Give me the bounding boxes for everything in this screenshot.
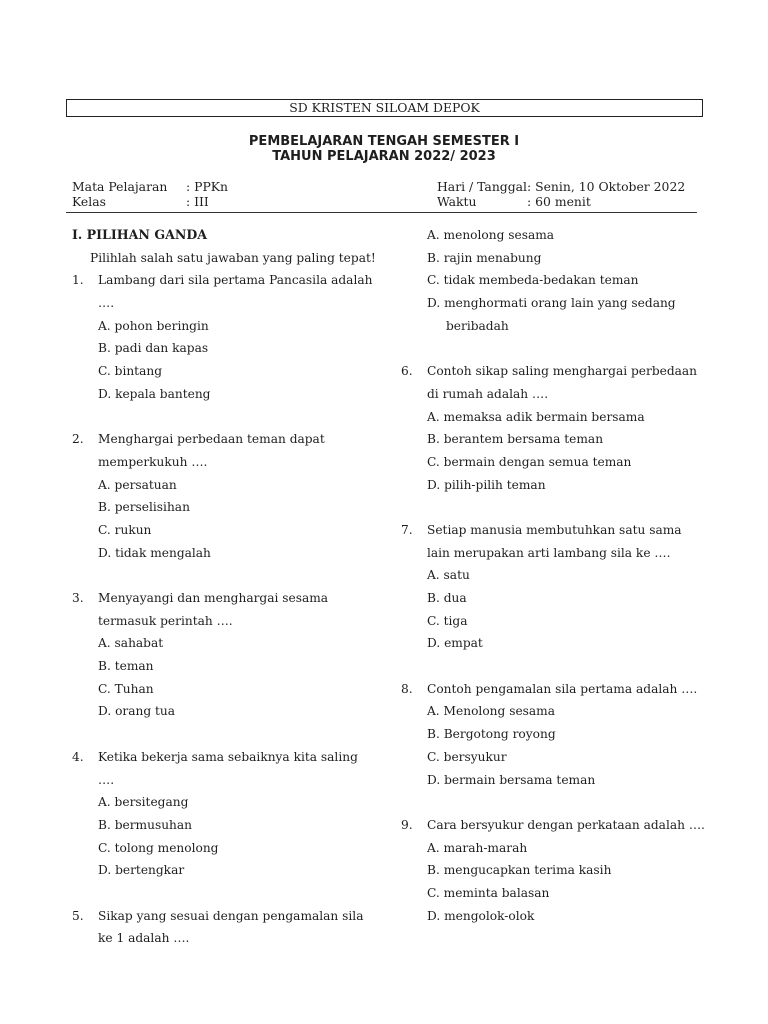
question-number: 9. bbox=[401, 817, 413, 832]
question-text: lain merupakan arti lambang sila ke …. bbox=[427, 545, 671, 560]
option-c: C. bermain dengan semua teman bbox=[427, 454, 632, 469]
option-b: B. berantem bersama teman bbox=[427, 432, 604, 447]
option-d: D. empat bbox=[427, 636, 483, 651]
option-a: A. pohon beringin bbox=[98, 318, 209, 333]
question-text: …. bbox=[98, 296, 115, 311]
option-d: D. bermain bersama teman bbox=[427, 772, 596, 787]
question-number: 1. bbox=[72, 273, 84, 288]
time-value: : 60 menit bbox=[527, 194, 591, 209]
option-b: B. padi dan kapas bbox=[98, 341, 209, 356]
question-text: Contoh pengamalan sila pertama adalah …. bbox=[427, 681, 698, 696]
option-d: D. menghormati orang lain yang sedang bbox=[427, 296, 676, 311]
question-text: memperkukuh …. bbox=[98, 454, 208, 469]
question-8 bbox=[401, 678, 701, 791]
option-c: C. meminta balasan bbox=[427, 885, 550, 900]
question-7 bbox=[401, 519, 701, 655]
section-instruction: Pilihlah salah satu jawaban yang paling tepat! bbox=[90, 250, 376, 265]
exam-title: PEMBELAJARAN TENGAH SEMESTER I bbox=[248, 134, 520, 149]
option-d: D. pilih-pilih teman bbox=[427, 477, 546, 492]
option-c: C. Tuhan bbox=[98, 681, 154, 696]
question-text: Cara bersyukur dengan perkataan adalah …. bbox=[427, 817, 705, 832]
question-1 bbox=[72, 269, 372, 405]
question-text: Menghargai perbedaan teman dapat bbox=[98, 432, 325, 447]
option-a: A. memaksa adik bermain bersama bbox=[427, 409, 645, 424]
question-text: Menyayangi dan menghargai sesama bbox=[98, 591, 329, 605]
question-4 bbox=[72, 746, 372, 882]
class-label: Kelas bbox=[72, 194, 106, 209]
question-number: 5. bbox=[72, 908, 84, 923]
time-label: Waktu bbox=[437, 194, 477, 209]
option-b: B. rajin menabung bbox=[427, 250, 542, 265]
option-a: A. menolong sesama bbox=[427, 228, 555, 242]
question-number: 4. bbox=[72, 749, 84, 764]
question-9 bbox=[401, 814, 705, 927]
question-text: di rumah adalah …. bbox=[427, 386, 549, 401]
option-b: B. dua bbox=[427, 591, 467, 605]
question-2 bbox=[72, 428, 372, 564]
day-date-label: Hari / Tanggal bbox=[437, 179, 528, 194]
option-d: D. orang tua bbox=[98, 704, 176, 719]
option-d-continued: beribadah bbox=[446, 318, 509, 333]
option-c: C. bersyukur bbox=[427, 749, 507, 764]
question-text: …. bbox=[98, 772, 115, 787]
option-a: A. persatuan bbox=[98, 477, 177, 492]
question-6 bbox=[401, 360, 701, 496]
question-text: Contoh sikap saling menghargai perbedaan bbox=[427, 364, 698, 379]
option-b: B. teman bbox=[98, 659, 154, 674]
day-date-value: : Senin, 10 Oktober 2022 bbox=[527, 179, 686, 194]
option-d: D. mengolok-olok bbox=[427, 908, 535, 923]
class-value: : III bbox=[186, 194, 209, 209]
option-a: A. satu bbox=[427, 568, 470, 583]
option-d: D. kepala banteng bbox=[98, 386, 211, 401]
question-3 bbox=[72, 587, 372, 723]
option-c: C. tiga bbox=[427, 613, 468, 628]
option-c: C. bintang bbox=[98, 364, 163, 379]
option-a: A. bersitegang bbox=[98, 795, 189, 810]
question-5 bbox=[72, 905, 372, 950]
question-text: termasuk perintah …. bbox=[98, 613, 233, 628]
option-a: A. sahabat bbox=[98, 636, 164, 651]
option-c: C. tidak membeda-bedakan teman bbox=[427, 273, 639, 288]
option-b: B. mengucapkan terima kasih bbox=[427, 863, 612, 878]
question-text: Lambang dari sila pertama Pancasila adalah bbox=[98, 273, 373, 288]
question-number: 8. bbox=[401, 681, 413, 696]
school-name: SD KRISTEN SILOAM DEPOK bbox=[66, 99, 703, 117]
left-column bbox=[72, 224, 376, 973]
section-title: I. PILIHAN GANDA bbox=[72, 227, 208, 242]
option-d: D. tidak mengalah bbox=[98, 545, 211, 560]
option-b: B. bermusuhan bbox=[98, 817, 193, 832]
option-a: A. Menolong sesama bbox=[427, 704, 555, 719]
subject-value: : PPKn bbox=[186, 179, 229, 194]
question-number: 7. bbox=[401, 522, 413, 537]
option-d: D. bertengkar bbox=[98, 863, 185, 878]
question-text: Sikap yang sesuai dengan pengamalan sila bbox=[98, 908, 364, 923]
question-text: Setiap manusia membutuhkan satu sama bbox=[427, 522, 682, 537]
question-text: Ketika bekerja sama sebaiknya kita saling bbox=[98, 749, 358, 764]
option-b: B. Bergotong royong bbox=[427, 727, 556, 742]
option-b: B. perselisihan bbox=[98, 500, 190, 515]
question-number: 2. bbox=[72, 432, 84, 447]
academic-year: TAHUN PELAJARAN 2022/ 2023 bbox=[272, 149, 496, 164]
question-number: 3. bbox=[72, 591, 84, 605]
option-a: A. marah-marah bbox=[427, 840, 528, 855]
right-column bbox=[401, 224, 705, 950]
subject-label: Mata Pelajaran bbox=[72, 179, 168, 194]
question-number: 6. bbox=[401, 364, 413, 379]
question-text: ke 1 adalah …. bbox=[98, 931, 190, 946]
option-c: C. tolong menolong bbox=[98, 840, 219, 855]
header-divider bbox=[66, 212, 697, 213]
option-c: C. rukun bbox=[98, 522, 152, 537]
question-5-options bbox=[401, 224, 701, 337]
